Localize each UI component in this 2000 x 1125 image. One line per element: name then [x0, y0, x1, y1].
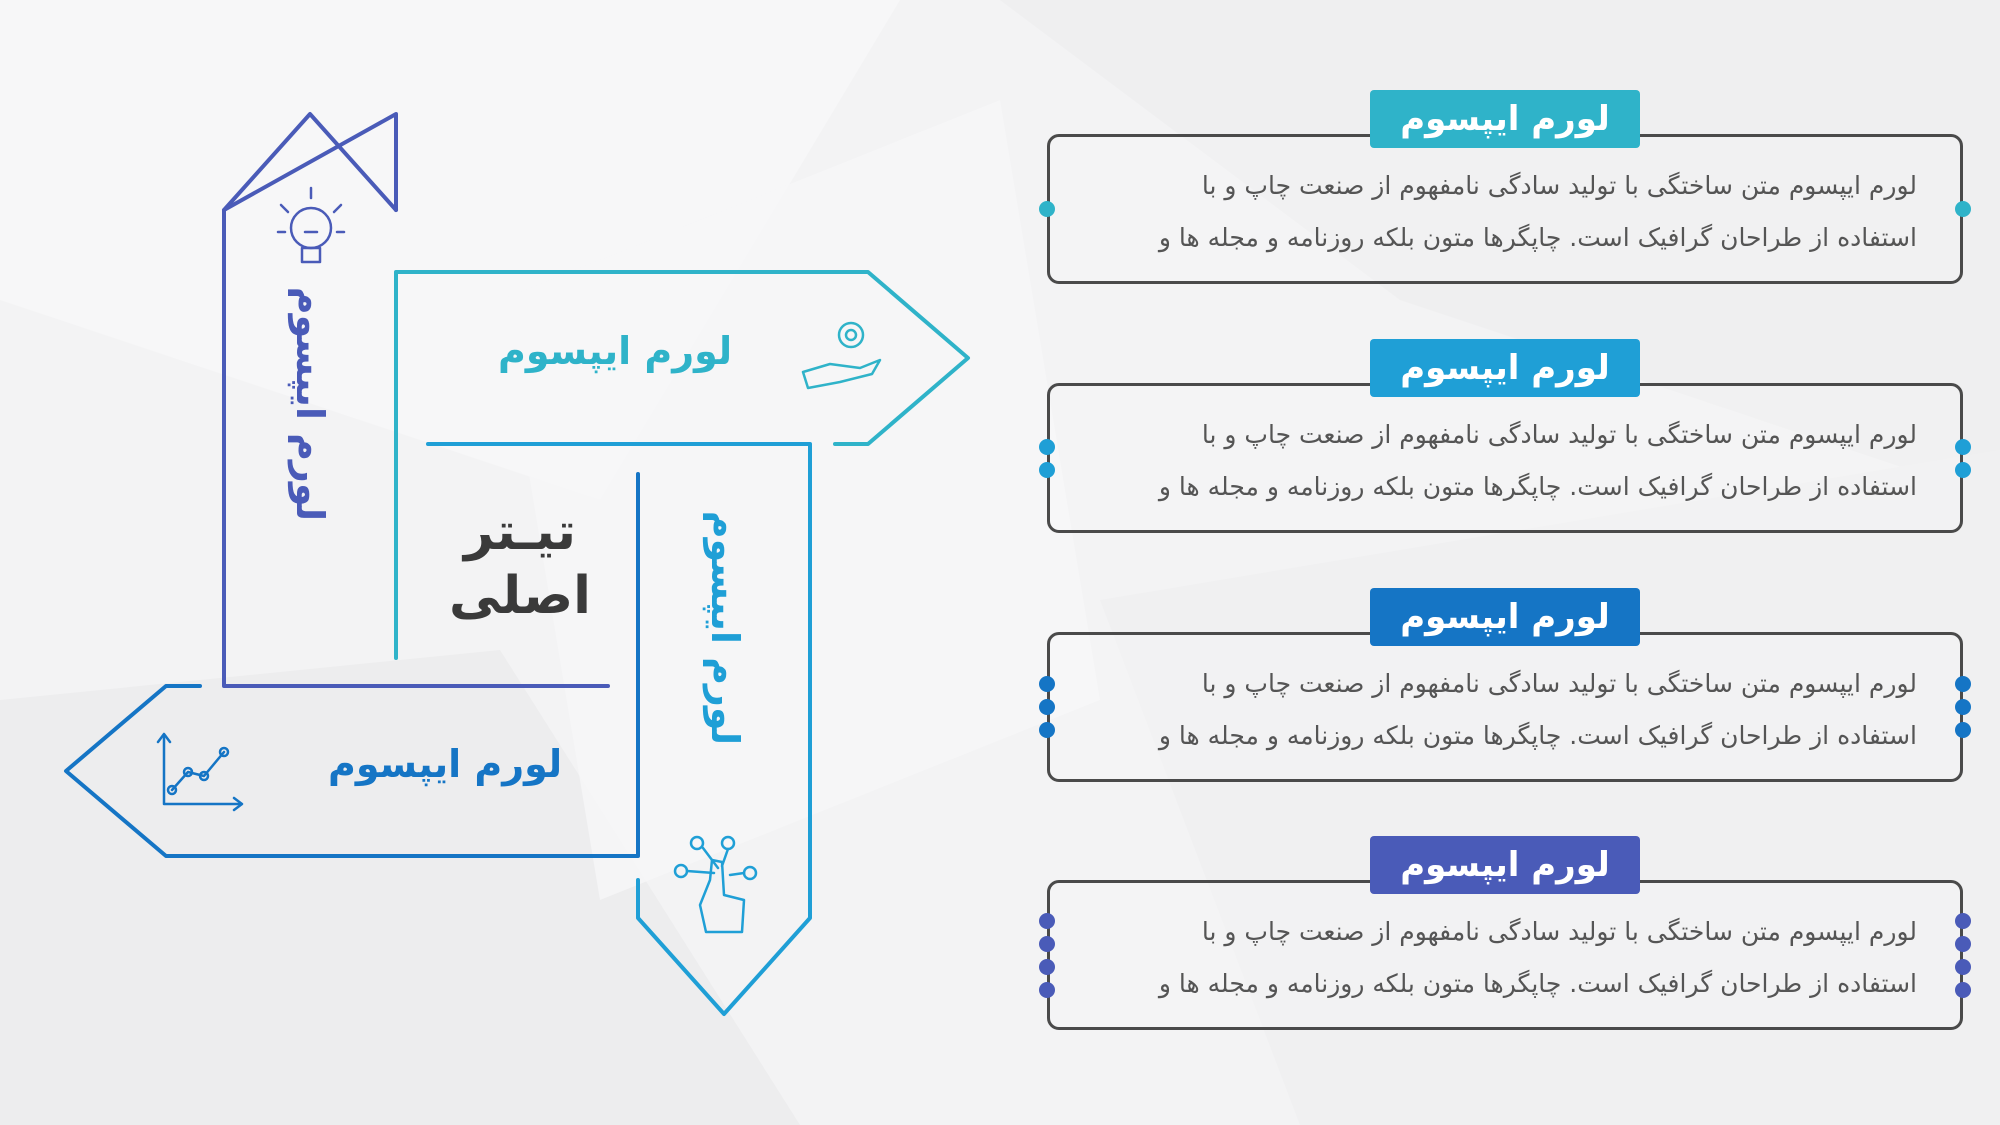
card-connector-dot [1039, 982, 1055, 998]
line-chart-icon [158, 734, 242, 810]
card-connector-dot [1955, 439, 1971, 455]
card-text [1097, 658, 1917, 762]
card-text-line: استفاده از طراحان گرافیک است. چاپگرها متون بلکه روزنامه و مجله ها و [1158, 969, 1917, 998]
card-connector-dot [1039, 913, 1055, 929]
card-tag: لورم ایپسوم [1370, 90, 1640, 148]
info-card-2 [1047, 348, 1967, 535]
main-title [420, 500, 620, 628]
card-connector-dot [1955, 676, 1971, 692]
card-connector-dot [1039, 959, 1055, 975]
card-connector-dot [1955, 936, 1971, 952]
arm-label-left: لورم ایپسوم [328, 742, 563, 786]
card-connector-dot [1955, 722, 1971, 738]
card-connector-dot [1039, 439, 1055, 455]
info-card-4 [1047, 845, 1967, 1032]
info-card-1 [1047, 99, 1967, 286]
card-connector-dot [1039, 699, 1055, 715]
card-connector-dot [1039, 936, 1055, 952]
card-connector-dot [1039, 201, 1055, 217]
card-tag: لورم ایپسوم [1370, 836, 1640, 894]
main-title-line2: اصلی [449, 566, 591, 626]
card-text-line: استفاده از طراحان گرافیک است. چاپگرها متون بلکه روزنامه و مجله ها و [1158, 721, 1917, 750]
card-tag: لورم ایپسوم [1370, 339, 1640, 397]
gear-hand-icon [803, 323, 880, 388]
card-connector-dot [1955, 982, 1971, 998]
card-text [1097, 409, 1917, 513]
card-connector-dot [1039, 462, 1055, 478]
card-text-line: استفاده از طراحان گرافیک است. چاپگرها متون بلکه روزنامه و مجله ها و [1158, 223, 1917, 252]
card-connector-dot [1955, 913, 1971, 929]
card-text-line: لورم ایپسوم متن ساختگی با تولید سادگی نامفهوم از صنعت چاپ و با [1201, 420, 1917, 449]
card-text-line: لورم ایپسوم متن ساختگی با تولید سادگی نامفهوم از صنعت چاپ و با [1201, 171, 1917, 200]
arm-label-down: لورم ایپسوم [703, 510, 747, 745]
card-text [1097, 906, 1917, 1010]
card-connector-dot [1955, 462, 1971, 478]
info-card-3 [1047, 597, 1967, 784]
card-connector-dot [1955, 959, 1971, 975]
card-text-line: لورم ایپسوم متن ساختگی با تولید سادگی نامفهوم از صنعت چاپ و با [1201, 669, 1917, 698]
touch-network-icon [675, 837, 756, 932]
card-text [1097, 160, 1917, 264]
card-connector-dot [1955, 699, 1971, 715]
card-connector-dot [1039, 676, 1055, 692]
arm-label-right: لورم ایپسوم [498, 329, 733, 373]
card-connector-dot [1955, 201, 1971, 217]
card-text-line: لورم ایپسوم متن ساختگی با تولید سادگی نامفهوم از صنعت چاپ و با [1201, 917, 1917, 946]
card-connector-dot [1039, 722, 1055, 738]
card-tag: لورم ایپسوم [1370, 588, 1640, 646]
lightbulb-icon [278, 188, 344, 262]
card-text-line: استفاده از طراحان گرافیک است. چاپگرها متون بلکه روزنامه و مجله ها و [1158, 472, 1917, 501]
arm-label-up: لورم ایپسوم [288, 286, 332, 521]
main-title-line1: تیـتر [463, 502, 577, 562]
